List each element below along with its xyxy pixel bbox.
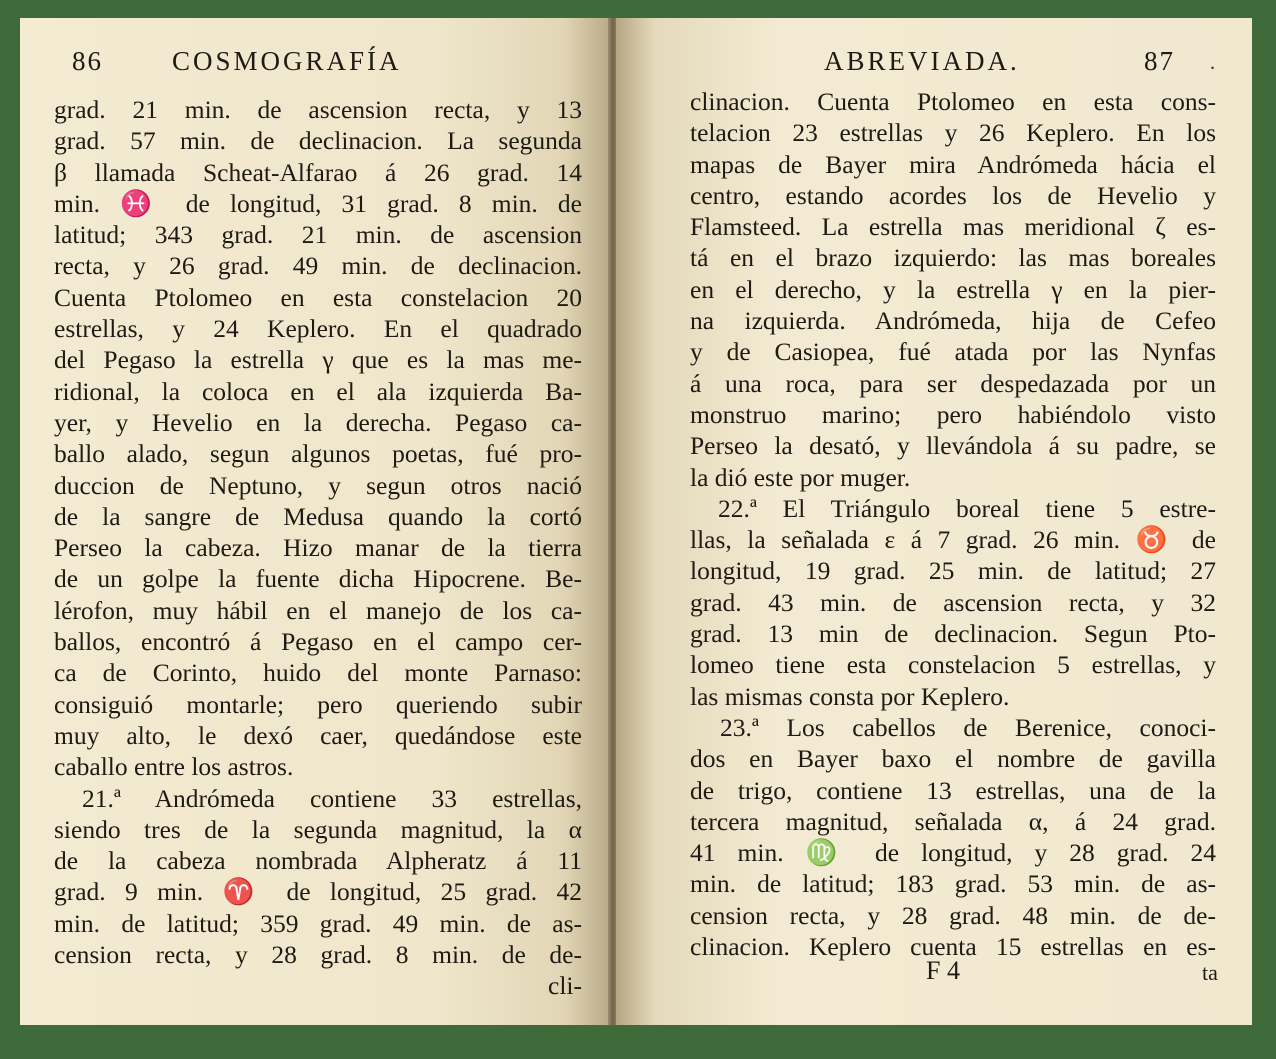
text-line: dos en Bayer baxo el nombre de gavilla bbox=[690, 744, 1216, 774]
text-line: duccion de Neptuno, y segun otros nació bbox=[54, 470, 582, 500]
page-number: 86 bbox=[72, 46, 103, 76]
page-text bbox=[690, 86, 1216, 962]
text-line: mapas de Bayer mira Andrómeda hácia el bbox=[690, 149, 1216, 179]
text-line: 41 min. ♍ de longitud, y 28 grad. 24 bbox=[690, 838, 1216, 868]
text-line: grad. 57 min. de declinacion. La segunda bbox=[54, 126, 582, 156]
text-line: Perseo la cabeza. Hizo manar de la tierra bbox=[54, 533, 582, 563]
text-line: tercera magnitud, señalada α, á 24 grad. bbox=[690, 806, 1216, 836]
text-line: clinacion. Keplero cuenta 15 estrellas en es- bbox=[690, 932, 1216, 962]
text-line: cension recta, y 28 grad. 48 min. de de- bbox=[690, 900, 1216, 930]
text-line: siendo tres de la segunda magnitud, la α bbox=[54, 814, 582, 844]
text-line: á una roca, para ser despedazada por un bbox=[690, 368, 1216, 398]
text-line: 22.ª El Triángulo boreal tiene 5 estre- bbox=[718, 493, 1216, 523]
running-title: ABREVIADA. bbox=[824, 46, 1020, 76]
text-line: cli- bbox=[548, 971, 582, 1001]
text-line: ca de Corinto, huido del monte Parnaso: bbox=[54, 658, 582, 688]
text-line: centro, estando acordes los de Hevelio y bbox=[690, 180, 1216, 210]
text-line: β llamada Scheat-Alfarao á 26 grad. 14 bbox=[54, 157, 582, 187]
text-line: la dió este por muger. bbox=[690, 462, 911, 492]
text-line: recta, y 26 grad. 49 min. de declinacion. bbox=[54, 251, 582, 281]
text-line: telacion 23 estrellas y 26 Keplero. En los bbox=[690, 118, 1216, 148]
text-line: las mismas consta por Keplero. bbox=[690, 681, 1010, 711]
text-line: consiguió montarle; pero queriendo subir bbox=[54, 689, 582, 719]
text-line: latitud; 343 grad. 21 min. de ascension bbox=[54, 220, 582, 250]
text-line: de la cabeza nombrada Alpheratz á 11 bbox=[54, 846, 582, 876]
text-line: min. de latitud; 359 grad. 49 min. de as- bbox=[54, 908, 582, 938]
text-line: Perseo la desató, y llevándola á su padre, se bbox=[690, 431, 1216, 461]
text-line: monstruo marino; pero habiéndolo visto bbox=[690, 399, 1216, 429]
left-page bbox=[20, 18, 610, 1025]
text-line: ballos, encontró á Pegaso en el campo cer- bbox=[54, 627, 582, 657]
text-line: 21.ª Andrómeda contiene 33 estrellas, bbox=[82, 783, 582, 813]
text-line: de un golpe la fuente dicha Hipocrene. Be- bbox=[54, 564, 582, 594]
text-line: Cuenta Ptolomeo en esta constelacion 20 bbox=[54, 282, 582, 312]
text-line: yer, y Hevelio en la derecha. Pegaso ca- bbox=[54, 407, 582, 437]
text-line: de la sangre de Medusa quando la cortó bbox=[54, 501, 582, 531]
right-page bbox=[616, 18, 1252, 1025]
page-number: 87 bbox=[1144, 46, 1175, 76]
text-line: 23.ª Los cabellos de Berenice, conoci- bbox=[720, 712, 1216, 742]
text-line: muy alto, le dexó caer, quedándose este bbox=[54, 720, 582, 750]
text-line: longitud, 19 grad. 25 min. de latitud; 27 bbox=[690, 556, 1216, 586]
text-line: grad. 43 min. de ascension recta, y 32 bbox=[690, 587, 1216, 617]
text-line: na izquierda. Andrómeda, hija de Cefeo bbox=[690, 306, 1216, 336]
text-line: del Pegaso la estrella γ que es la mas me- bbox=[54, 345, 582, 375]
text-line: en el derecho, y la estrella γ en la pier- bbox=[690, 274, 1216, 304]
text-line: grad. 13 min de declinacion. Segun Pto- bbox=[690, 619, 1216, 649]
text-line: cension recta, y 28 grad. 8 min. de de- bbox=[54, 940, 582, 970]
text-line: lérofon, muy hábil en el manejo de los ca- bbox=[54, 595, 582, 625]
catchword: ta bbox=[1202, 960, 1218, 985]
text-line: ballo alado, segun algunos poetas, fué pro- bbox=[54, 439, 582, 469]
text-line: caballo entre los astros. bbox=[54, 752, 294, 782]
text-line: llas, la señalada ε á 7 grad. 26 min. ♉ de bbox=[690, 525, 1216, 555]
text-line: grad. 21 min. de ascension recta, y 13 bbox=[54, 95, 582, 124]
text-line: estrellas, y 24 Keplero. En el quadrado bbox=[54, 314, 582, 344]
text-line: ridional, la coloca en el ala izquierda Ba- bbox=[54, 376, 582, 406]
text-line: grad. 9 min. ♈ de longitud, 25 grad. 42 bbox=[54, 877, 582, 907]
text-line: Flamsteed. La estrella mas meridional ζ es- bbox=[690, 212, 1216, 242]
text-line: min. de latitud; 183 grad. 53 min. de as- bbox=[690, 869, 1216, 899]
text-line: y de Casiopea, fué atada por las Nynfas bbox=[690, 337, 1216, 367]
text-line: de trigo, contiene 13 estrellas, una de la bbox=[690, 775, 1216, 805]
text-line: clinacion. Cuenta Ptolomeo en esta cons- bbox=[690, 87, 1216, 116]
running-title: COSMOGRAFÍA bbox=[172, 46, 402, 76]
header-dot: . bbox=[1210, 52, 1217, 74]
book-spread bbox=[20, 18, 1252, 1025]
signature-mark: F 4 bbox=[926, 956, 960, 985]
text-line: lomeo tiene esta constelacion 5 estrellas, y bbox=[690, 650, 1216, 680]
text-line: tá en el brazo izquierdo: las mas boreales bbox=[690, 243, 1216, 273]
text-line: min. ♓ de longitud, 31 grad. 8 min. de bbox=[54, 188, 582, 218]
page-text bbox=[54, 94, 582, 1002]
